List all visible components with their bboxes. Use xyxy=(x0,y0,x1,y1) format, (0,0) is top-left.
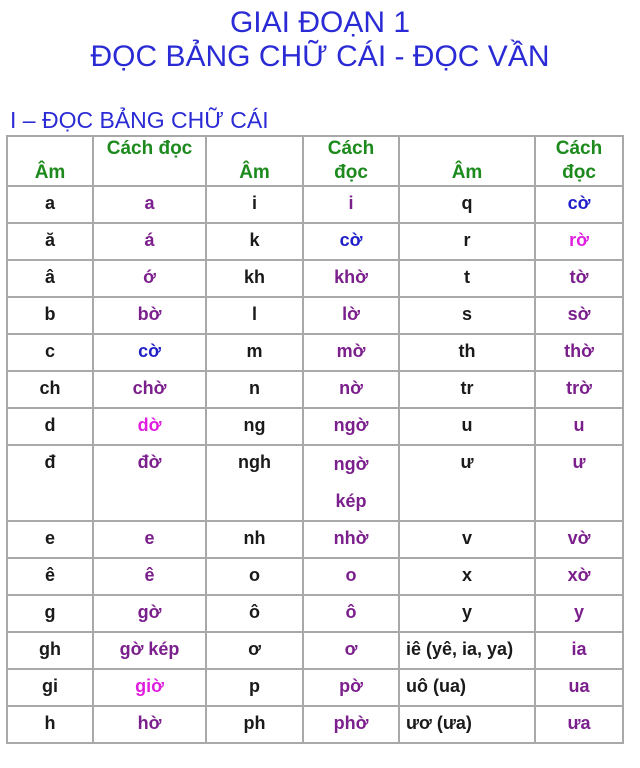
am-cell: đ xyxy=(7,445,93,521)
cach-doc-cell: o xyxy=(303,558,399,595)
cach-doc-cell: xờ xyxy=(535,558,623,595)
header-am-2: Âm xyxy=(206,136,303,186)
am-cell: nh xyxy=(206,521,303,558)
am-cell: l xyxy=(206,297,303,334)
cach-doc-cell: e xyxy=(93,521,206,558)
header-cach-doc-2 xyxy=(303,136,399,186)
am-cell: ngh xyxy=(206,445,303,521)
am-cell: q xyxy=(399,186,535,223)
cach-doc-cell xyxy=(303,445,399,521)
cach-doc-cell: sờ xyxy=(535,297,623,334)
header-cach-doc-2-line2: đọc xyxy=(334,162,368,183)
cach-doc-cell: cờ xyxy=(93,334,206,371)
am-cell: ph xyxy=(206,706,303,743)
cach-doc-cell: ưa xyxy=(535,706,623,743)
header-am-3: Âm xyxy=(399,136,535,186)
cach-doc-cell: lờ xyxy=(303,297,399,334)
am-cell: â xyxy=(7,260,93,297)
table-row xyxy=(7,632,623,669)
am-cell: ươ (ưa) xyxy=(399,706,535,743)
table-row xyxy=(7,558,623,595)
cach-doc-cell: cờ xyxy=(535,186,623,223)
cach-doc-cell: ơ xyxy=(303,632,399,669)
cach-doc-line2: kép xyxy=(335,491,367,511)
cach-doc-cell: ia xyxy=(535,632,623,669)
am-cell: v xyxy=(399,521,535,558)
am-cell: r xyxy=(399,223,535,260)
page-title: GIAI ĐOẠN 1 xyxy=(229,6,411,39)
am-cell: ă xyxy=(7,223,93,260)
am-cell: u xyxy=(399,408,535,445)
cach-doc-cell: phờ xyxy=(303,706,399,743)
alphabet-table xyxy=(6,135,624,744)
header-am-1: Âm xyxy=(7,136,93,186)
cach-doc-cell: tờ xyxy=(535,260,623,297)
cach-doc-line1: ngờ xyxy=(333,454,369,474)
table-row xyxy=(7,223,623,260)
cach-doc-cell: cờ xyxy=(303,223,399,260)
am-cell: d xyxy=(7,408,93,445)
table-row xyxy=(7,706,623,743)
am-cell: iê (yê, ia, ya) xyxy=(399,632,535,669)
am-cell: ng xyxy=(206,408,303,445)
table-header-row xyxy=(7,136,623,186)
header-cach-doc-3 xyxy=(535,136,623,186)
am-cell: p xyxy=(206,669,303,706)
am-cell: t xyxy=(399,260,535,297)
cach-doc-cell: nờ xyxy=(303,371,399,408)
cach-doc-cell: ê xyxy=(93,558,206,595)
cach-doc-cell: khờ xyxy=(303,260,399,297)
cach-doc-cell: ư xyxy=(535,445,623,521)
cach-doc-cell: y xyxy=(535,595,623,632)
cach-doc-cell: dờ xyxy=(93,408,206,445)
table-row xyxy=(7,595,623,632)
cach-doc-cell: vờ xyxy=(535,521,623,558)
cach-doc-cell: a xyxy=(93,186,206,223)
am-cell: i xyxy=(206,186,303,223)
am-cell: k xyxy=(206,223,303,260)
cach-doc-cell: rờ xyxy=(535,223,623,260)
header-cach-doc-3-line1: Cách xyxy=(555,138,603,159)
am-cell: a xyxy=(7,186,93,223)
table-body xyxy=(7,186,623,743)
cach-doc-cell: ớ xyxy=(93,260,206,297)
am-cell: uô (ua) xyxy=(399,669,535,706)
table-row xyxy=(7,445,623,521)
cach-doc-cell: trờ xyxy=(535,371,623,408)
am-cell: o xyxy=(206,558,303,595)
page-subtitle: ĐỌC BẢNG CHỮ CÁI - ĐỌC VẦN xyxy=(90,40,550,73)
am-cell: ê xyxy=(7,558,93,595)
am-cell: th xyxy=(399,334,535,371)
am-cell: y xyxy=(399,595,535,632)
am-cell: tr xyxy=(399,371,535,408)
am-cell: ơ xyxy=(206,632,303,669)
am-cell: g xyxy=(7,595,93,632)
header-cach-doc-3-line2: đọc xyxy=(562,162,596,183)
am-cell: gi xyxy=(7,669,93,706)
cach-doc-cell: i xyxy=(303,186,399,223)
am-cell: n xyxy=(206,371,303,408)
cach-doc-cell: đờ xyxy=(93,445,206,521)
header-cach-doc-2-line1: Cách xyxy=(327,138,375,159)
table-row xyxy=(7,669,623,706)
cach-doc-cell: u xyxy=(535,408,623,445)
am-cell: ô xyxy=(206,595,303,632)
am-cell: ch xyxy=(7,371,93,408)
am-cell: h xyxy=(7,706,93,743)
am-cell: x xyxy=(399,558,535,595)
am-cell: ư xyxy=(399,445,535,521)
cach-doc-cell: gờ xyxy=(93,595,206,632)
cach-doc-cell: ua xyxy=(535,669,623,706)
cach-doc-cell: thờ xyxy=(535,334,623,371)
cach-doc-cell: nhờ xyxy=(303,521,399,558)
table-row xyxy=(7,371,623,408)
table-row xyxy=(7,334,623,371)
table-row xyxy=(7,297,623,334)
cach-doc-cell: á xyxy=(93,223,206,260)
header-cach-doc-1: Cách đọc xyxy=(93,136,206,186)
am-cell: c xyxy=(7,334,93,371)
section-heading: I – ĐỌC BẢNG CHỮ CÁI xyxy=(10,107,269,133)
am-cell: kh xyxy=(206,260,303,297)
cach-doc-cell: ô xyxy=(303,595,399,632)
cach-doc-cell: bờ xyxy=(93,297,206,334)
cach-doc-cell: ngờ xyxy=(303,408,399,445)
cach-doc-cell: pờ xyxy=(303,669,399,706)
table-row xyxy=(7,521,623,558)
am-cell: m xyxy=(206,334,303,371)
am-cell: e xyxy=(7,521,93,558)
table-row xyxy=(7,186,623,223)
cach-doc-cell: hờ xyxy=(93,706,206,743)
am-cell: b xyxy=(7,297,93,334)
cach-doc-cell: gờ kép xyxy=(93,632,206,669)
cach-doc-cell: mờ xyxy=(303,334,399,371)
am-cell: s xyxy=(399,297,535,334)
cach-doc-cell: chờ xyxy=(93,371,206,408)
table-row xyxy=(7,408,623,445)
cach-doc-cell: giờ xyxy=(93,669,206,706)
am-cell: gh xyxy=(7,632,93,669)
table-row xyxy=(7,260,623,297)
